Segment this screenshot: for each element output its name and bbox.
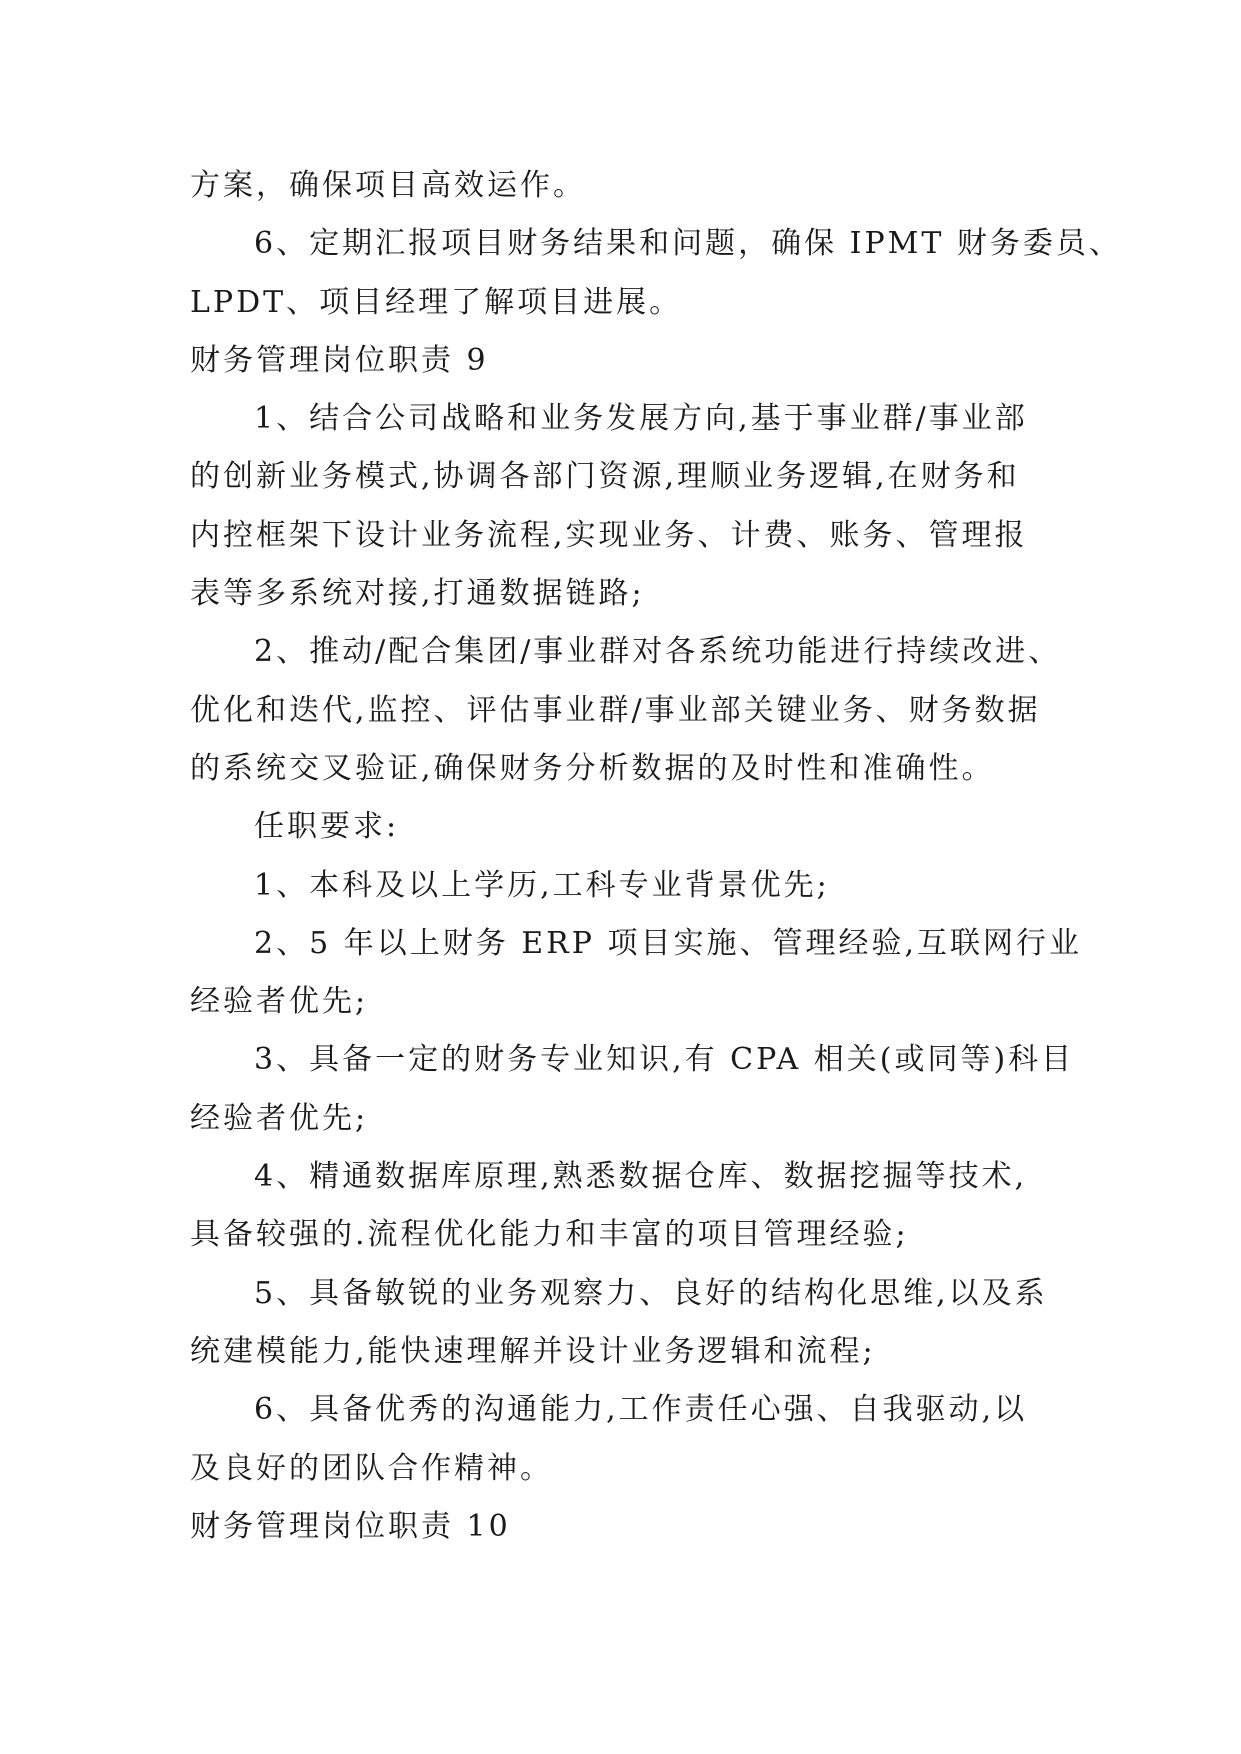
text-line: 经验者优先; [190,1100,369,1136]
text-line: LPDT、项目经理了解项目进展。 [190,284,683,320]
text-line: 1、本科及以上学历,工科专业背景优先; [254,867,830,903]
text-line: 的创新业务模式,协调各部门资源,理顺业务逻辑,在财务和 [190,459,1020,495]
text-line: 3、具备一定的财务专业知识,有 CPA 相关(或同等)科目 [254,1042,1075,1078]
text-line: 内控框架下设计业务流程,实现业务、计费、账务、管理报 [190,517,1028,553]
section-heading: 财务管理岗位职责 10 [190,1508,511,1544]
text-line: 优化和迭代,监控、评估事业群/事业部关键业务、财务数据 [190,692,1041,728]
text-line: 4、精通数据库原理,熟悉数据仓库、数据挖掘等技术, [254,1159,1028,1195]
text-line: 6、定期汇报项目财务结果和问题，确保 IPMT 财务委员、 [254,226,1122,262]
document-body [190,157,1122,1556]
text-line: 经验者优先; [190,984,369,1020]
text-line: 统建模能力,能快速理解并设计业务逻辑和流程; [190,1333,876,1369]
subsection-heading: 任职要求: [254,809,400,845]
text-line: 5、具备敏锐的业务观察力、良好的结构化思维,以及系 [254,1275,1048,1311]
text-line: 方案，确保项目高效运作。 [190,168,586,203]
text-line: 2、5 年以上财务 ERP 项目实施、管理经验,互联网行业 [254,925,1082,961]
text-line: 的系统交叉验证,确保财务分析数据的及时性和准确性。 [190,750,995,786]
text-line: 及良好的团队合作精神。 [190,1450,553,1486]
text-line: 具备较强的.流程优化能力和丰富的项目管理经验; [190,1217,909,1253]
text-line: 6、具备优秀的沟通能力,工作责任心强、自我驱动,以 [254,1392,1028,1428]
section-heading: 财务管理岗位职责 9 [190,342,489,378]
text-line: 表等多系统对接,打通数据链路; [190,576,645,612]
text-line: 1、结合公司战略和业务发展方向,基于事业群/事业部 [254,401,1028,437]
text-line: 2、推动/配合集团/事业群对各系统功能进行持续改进、 [254,634,1062,670]
